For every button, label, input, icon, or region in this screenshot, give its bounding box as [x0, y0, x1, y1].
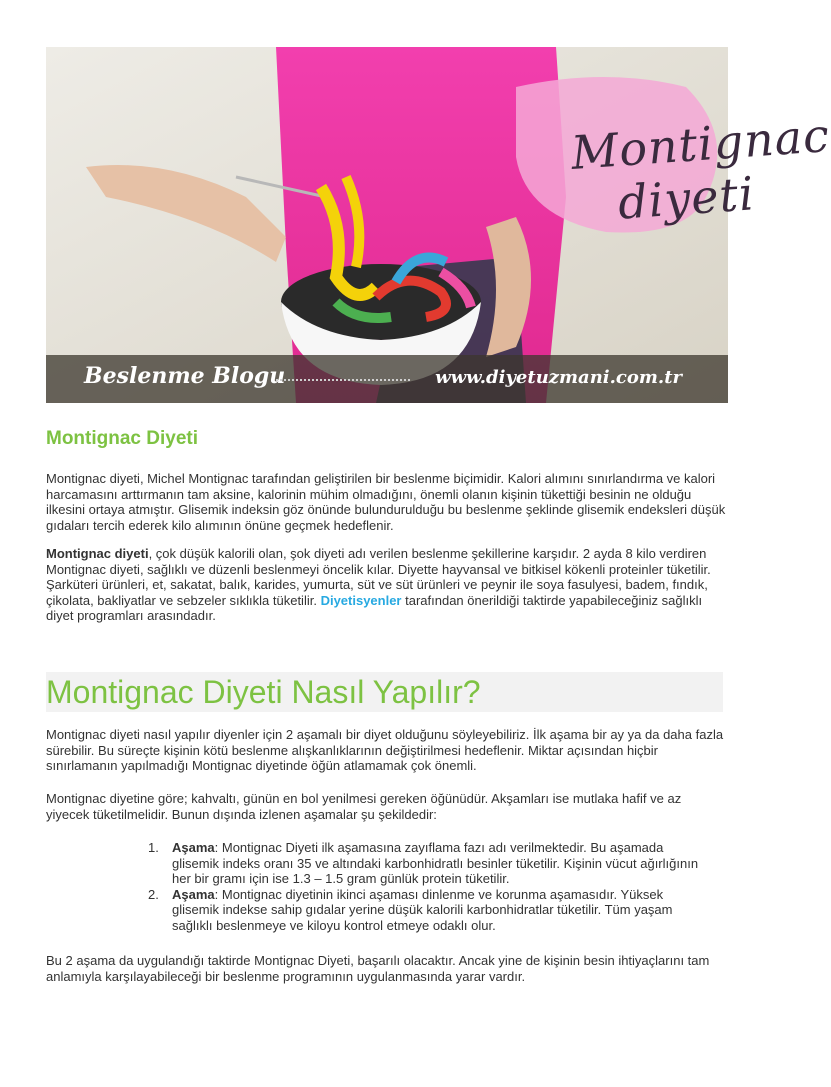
hero-image	[46, 47, 831, 403]
banner-blog-label: Beslenme Blogu	[84, 363, 286, 389]
how-to-paragraph-1: Montignac diyeti nasıl yapılır diyenler için 2 aşamalı bir diyet olduğunu söyleyebiliriz. İlk aşama bir ay ya da daha fazla sürebilir. Bu süreçte kişinin kötü beslenme alışkanlıklarının değiştirilmesi hedeflenir. Miktar açısından hiçbir sınırlamanın yapılmadığı Montignac diyetinde öğün atlamamak çok önemli.	[46, 727, 724, 774]
how-to-paragraph-2: Montignac diyetine göre; kahvaltı, günün en bol yenilmesi gereken öğünüdür. Akşamları ise mutlaka hafif ve az yiyecek tüketilmelidir. Bunun dışında izlenen aşamalar şu şekildedir:	[46, 791, 682, 822]
phase-list	[148, 840, 708, 934]
phase-text: : Montignac diyetinin ikinci aşaması dinlenme ve korunma aşamasıdır. Yüksek glisemik indekse sahip gıdalar yerine düşük kalorili karbonhidratlar tüketilir. Tüm yaşam sağlıklı beslenmeye ve kiloyu kontrol etmeye odaklı olur.	[172, 886, 673, 933]
list-item	[148, 887, 708, 934]
banner-divider	[276, 379, 410, 381]
diet-description-text: , çok düşük kalorili olan, şok diyeti adı verilen beslenme şekillerine karşıdır. 2 ayda 8 kilo verdiren Montignac diyeti, sağlıklı ve düzenli beslenmeyi öncelik kılar. Diyette hayvansal ve bitkisel kökenli proteinler tüketilir. Şarküteri ürünleri, et, sakatat, balık, karides, yumurta, süt ve süt ürünleri ve peynir ile soya fasulyesi, badem, fındık, çikolata, bakliyatlar ve sebzeler sıklıkla tüketilir.	[46, 546, 711, 608]
diet-description-end: tarafından önerildiği taktirde yapabileceğiniz sağlıklı diyet programları arasındadır.	[46, 592, 703, 624]
list-item	[148, 840, 708, 887]
intro-paragraph: Montignac diyeti, Michel Montignac tarafından geliştirilen bir beslenme biçimidir. Kalori alımını sınırlandırma ve kalori harcamasını arttırmanın tam aksine, kalorinin mühim olmadığını, önemli olanın kişinin tükettiği besinin ne olduğu ilkesini ortaya atmıştır. Glisemik indeksin göz önünde bulundurulduğu bu beslenme şeklinde glisemik endeksleri düşük gıdaları tercih ederek kilo alımının önüne geçmek hedeflenir.	[46, 471, 726, 533]
phase-label: Aşama	[172, 886, 215, 902]
diet-description-paragraph	[46, 546, 726, 624]
hero-title-line1: Montignac	[569, 108, 831, 180]
conclusion-paragraph: Bu 2 aşama da uygulandığı taktirde Montignac Diyeti, başarılı olacaktır. Ancak yine de kişinin besin ihtiyaçlarını tam anlamıyla karşılayabileceği bir beslenme programının uygulanmasında yarar vardır.	[46, 953, 710, 984]
diet-name-bold: Montignac diyeti	[46, 546, 149, 561]
hero-banner	[46, 355, 728, 403]
banner-url: www.diyetuzmani.com.tr	[435, 367, 682, 388]
section-heading-how-to: Montignac Diyeti Nasıl Yapılır?	[46, 674, 481, 710]
phase-label: Aşama	[172, 840, 215, 855]
hero-title-line2: diyeti	[616, 166, 757, 230]
section-heading-montignac-diyeti: Montignac Diyeti	[46, 428, 199, 449]
list-item-number: 2.	[148, 886, 159, 902]
dietitians-link[interactable]: Diyetisyenler	[320, 592, 402, 608]
phase-text: : Montignac Diyeti ilk aşamasına zayıflama fazı adı verilmektedir. Bu aşamada glisemik indeks oranı 35 ve altındaki karbonhidratlı besinler tüketilir. Kişinin vücut ağırlığının her bir gramı için ise 1.3 – 1.5 gram günlük protein tüketilir.	[172, 840, 699, 887]
list-item-number: 1.	[148, 840, 159, 855]
